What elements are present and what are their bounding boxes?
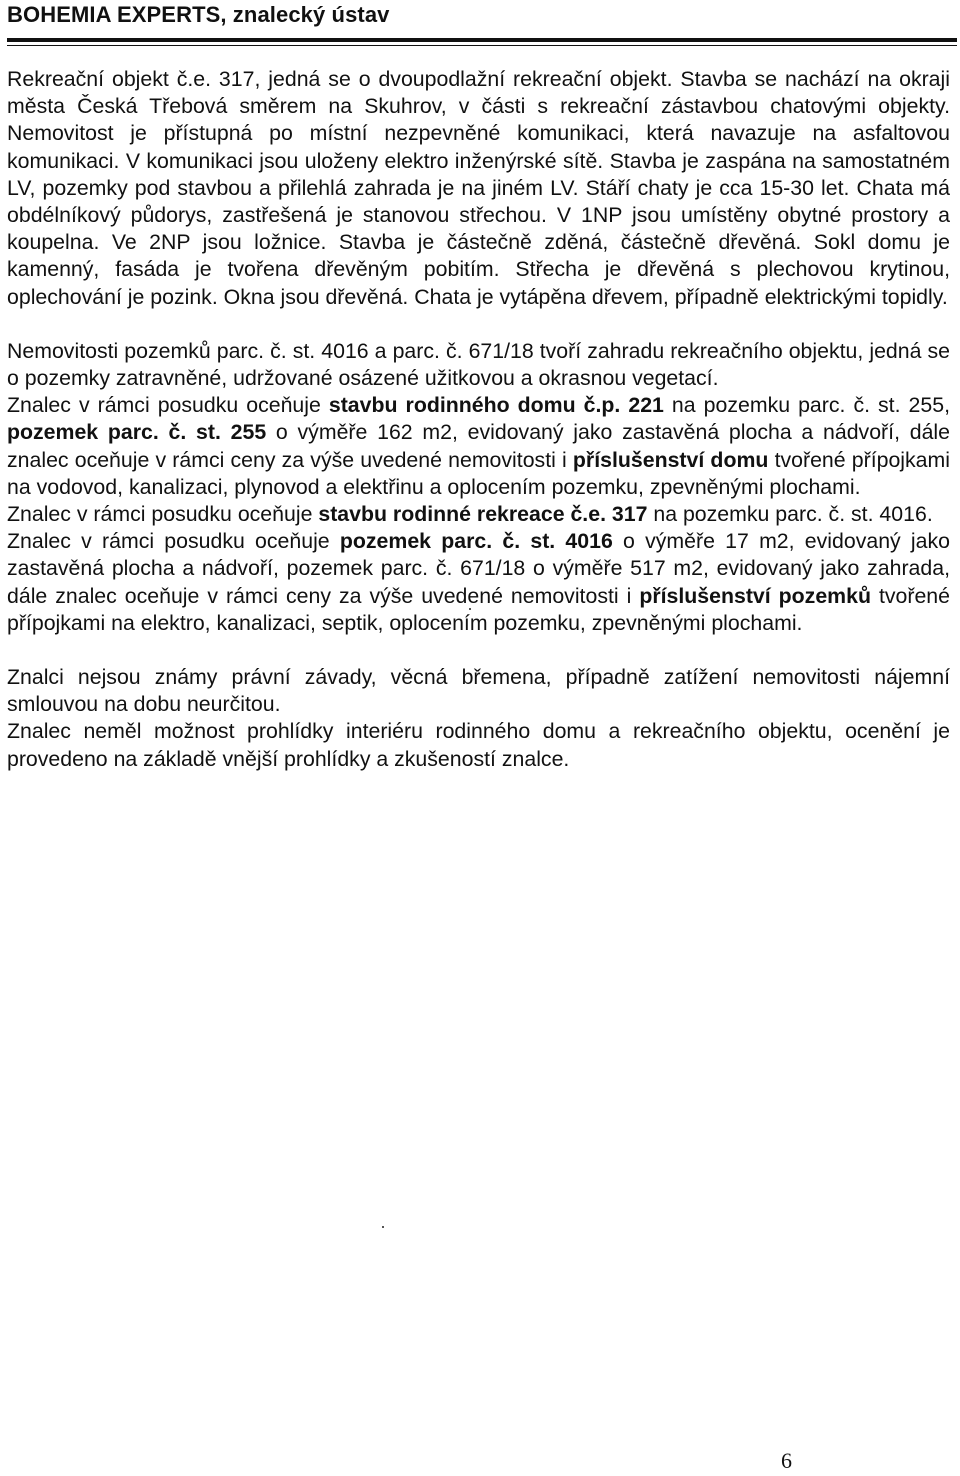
bold-span: stavbu rodinného domu č.p. 221 bbox=[328, 393, 664, 418]
paragraph-inspection-note: Znalec neměl možnost prohlídky interiéru rodinného domu a rekreačního objektu, ocenění je provedeno na základě vnější prohlídky a zkušeností znalce. bbox=[7, 719, 950, 771]
page-number: 6 bbox=[781, 1448, 792, 1473]
stray-dot-mark bbox=[469, 608, 471, 610]
text-span: Znalec v rámci posudku oceňuje bbox=[7, 529, 340, 554]
paragraph-legal-defects: Znalci nejsou známy právní závady, věcná břemena, případně zatížení nemovitosti nájemní smlouvou na dobu neurčitou. bbox=[7, 665, 950, 717]
document-header-title: BOHEMIA EXPERTS, znalecký ústav bbox=[7, 2, 390, 27]
paragraph-valuation-land bbox=[7, 528, 950, 637]
bold-span: příslušenství pozemků bbox=[639, 583, 871, 608]
text-span: tvořené přípojkami na vodovod, kanalizaci, plynovod a elektřinu a oplocením pozemku, zpevněnými plochami. bbox=[7, 447, 950, 499]
paragraph-building-description: Rekreační objekt č.e. 317, jedná se o dvoupodlažní rekreační objekt. Stavba se nachází na okraji města Česká Třebová směrem na Skuhrov, v části s rekreační zástavbou chatovými objekty. Nemovitost je přístupná po místní nezpevněné komunikaci, která navazuje na asfaltovou komunikaci. V komunikaci jsou uloženy elektro inženýrské sítě. Stavba je zaspána na samostatném LV, pozemky pod stavbou a přilehlá zahrada je na jiném LV. Stáří chaty je cca 15-30 let. Chata má obdélníkový půdorys, zastřešená je stanovou střechou. V 1NP jsou umístěny obytné prostory a koupelna. Ve 2NP jsou ložnice. Stavba je částečně zděná, částečně dřevěná. Sokl domu je kamenný, fasáda je tvořena dřevěným pobitím. Střecha je dřevěná s plechovou krytinou, oplechování je pozink. Okna jsou dřevěná. Chata je vytápěna dřevem, případně elektrickými topidly. bbox=[7, 67, 950, 309]
paragraph-spacer bbox=[7, 311, 950, 338]
text-span: na pozemku parc. č. st. 255, bbox=[663, 393, 950, 418]
bold-span: pozemek parc. č. st. 255 bbox=[7, 420, 267, 445]
text-span: o výměře 162 m2, evidovaný jako zastavěná plocha a nádvoří, dále znalec oceňuje v rámci ceny za výše uvedené nemovitosti i bbox=[7, 420, 950, 472]
bold-span: pozemek parc. č. st. 4016 bbox=[339, 529, 613, 554]
paragraph-valuation-recreation bbox=[7, 501, 950, 528]
text-span: Znalec v rámci posudku oceňuje bbox=[7, 502, 319, 527]
text-span: na pozemku parc. č. st. 4016. bbox=[647, 502, 933, 527]
document-body bbox=[7, 66, 950, 773]
header-rule-thin bbox=[7, 45, 957, 46]
stray-dot-mark bbox=[382, 1226, 384, 1228]
paragraph-spacer bbox=[7, 637, 950, 664]
bold-span: stavbu rodinné rekreace č.e. 317 bbox=[318, 502, 648, 527]
paragraph-land-description: Nemovitosti pozemků parc. č. st. 4016 a parc. č. 671/18 tvoří zahradu rekreačního objektu, jedná se o pozemky zatravněné, udržované osázené užitkovou a okrasnou vegetací. bbox=[7, 338, 950, 391]
text-span: Znalec v rámci posudku oceňuje bbox=[7, 393, 329, 418]
paragraph-valuation-house bbox=[7, 392, 950, 501]
header-rule-thick bbox=[7, 38, 957, 42]
bold-span: příslušenství domu bbox=[572, 447, 769, 472]
text-span: tvořené přípojkami na elektro, kanalizaci, septik, oplocením pozemku, zpevněnými plochami. bbox=[7, 583, 950, 635]
text-span: o výměře 17 m2, evidovaný jako zastavěná plocha a nádvoří, pozemek parc. č. 671/18 o výměře 517 m2, evidovaný jako zahrada, dále znalec oceňuje v rámci ceny za výše uvedené nemovitosti i bbox=[7, 529, 950, 608]
